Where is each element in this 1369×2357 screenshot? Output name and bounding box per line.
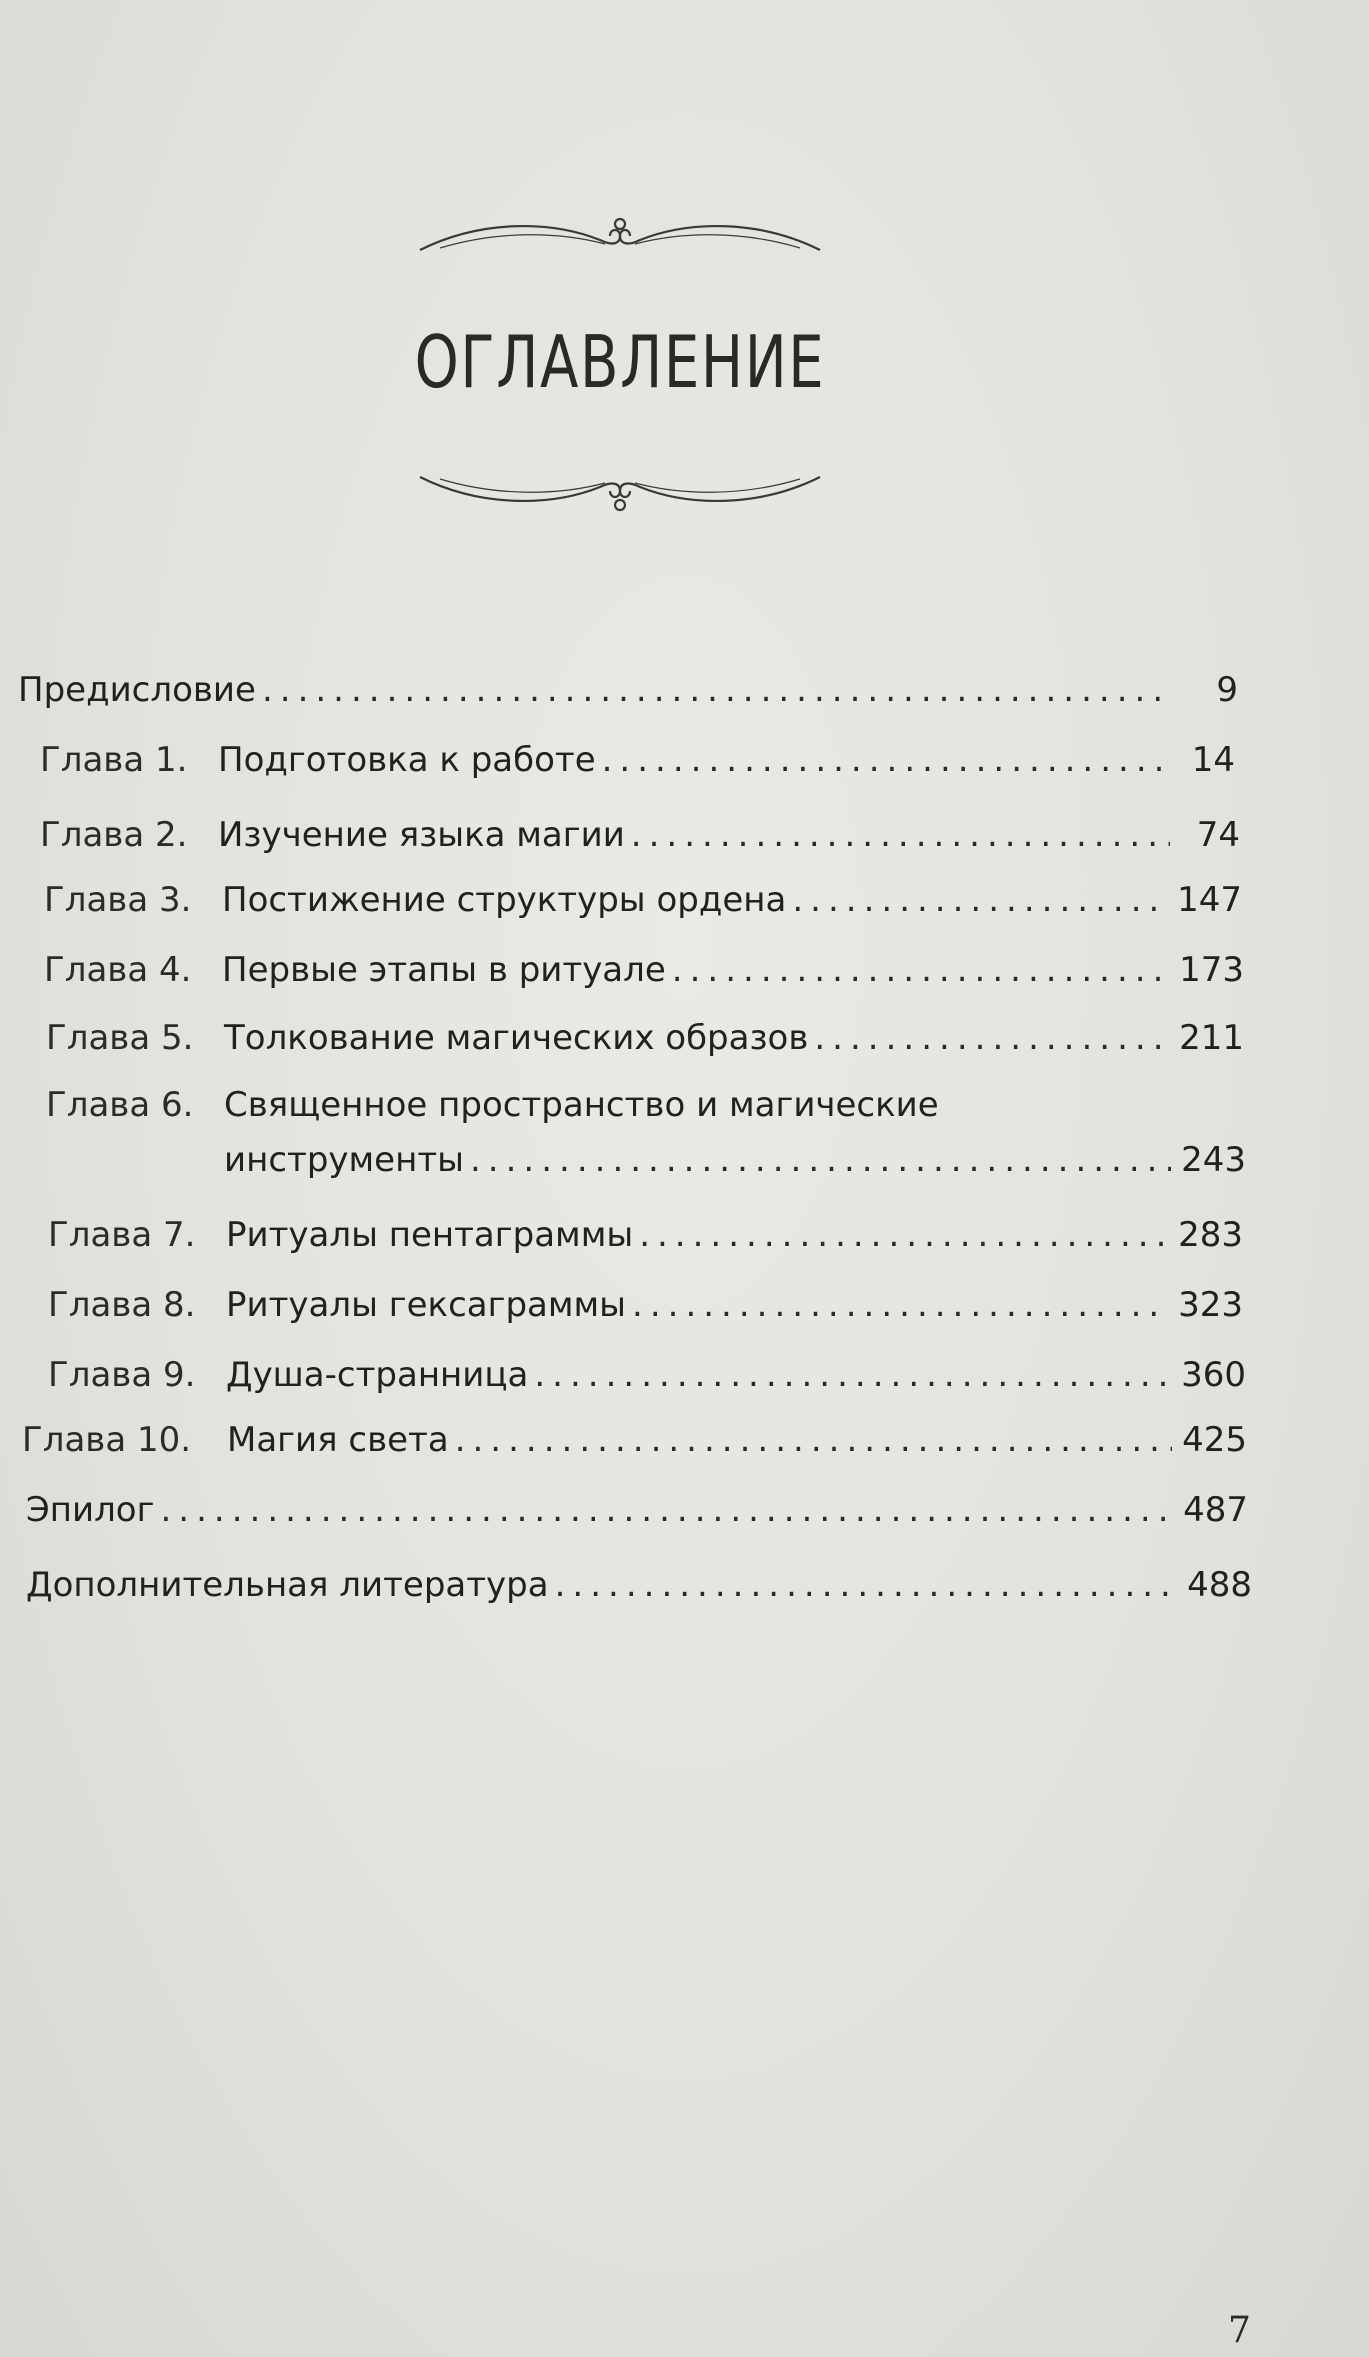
toc-entry-title: Первые этапы в ритуале bbox=[222, 950, 666, 990]
toc-entry-page: 211 bbox=[1179, 1018, 1244, 1058]
page-title: ОГЛАВЛЕНИЕ bbox=[414, 320, 826, 404]
toc-leader-dots bbox=[672, 950, 1169, 990]
toc-leader-dots bbox=[632, 1285, 1168, 1325]
toc-chapter-number: Глава 7. bbox=[48, 1215, 196, 1255]
toc-chapter-number: Глава 3. bbox=[44, 880, 192, 920]
toc-entry-title: Ритуалы пентаграммы bbox=[226, 1215, 634, 1255]
toc-entry-page: 9 bbox=[1216, 670, 1238, 710]
toc-entry[interactable] bbox=[44, 950, 1244, 990]
toc-entry-page: 14 bbox=[1191, 740, 1235, 780]
toc-entry[interactable] bbox=[48, 1355, 1246, 1395]
toc-chapter-number: Глава 8. bbox=[48, 1285, 196, 1325]
toc-entry[interactable] bbox=[44, 880, 1242, 920]
toc-entry-page: 323 bbox=[1178, 1285, 1243, 1325]
toc-entry-title-line1: Священное пространство и магические bbox=[224, 1085, 939, 1125]
toc-entry[interactable] bbox=[48, 1215, 1243, 1255]
toc-entry-page: 488 bbox=[1187, 1565, 1252, 1605]
toc-entry[interactable] bbox=[40, 815, 1240, 855]
toc-entry-page: 147 bbox=[1177, 880, 1242, 920]
page-number: 7 bbox=[1228, 2310, 1251, 2351]
toc-entry[interactable] bbox=[224, 1140, 1246, 1180]
toc-entry-page: 487 bbox=[1183, 1490, 1248, 1530]
toc-entry-page: 74 bbox=[1196, 815, 1240, 855]
toc-entry-title: Магия света bbox=[227, 1420, 449, 1460]
toc-leader-dots bbox=[631, 815, 1170, 855]
toc-entry-title: Дополнительная литература bbox=[26, 1565, 549, 1605]
ornament-top-icon bbox=[400, 200, 840, 270]
toc-entry-title: Постижение структуры ордена bbox=[222, 880, 787, 920]
toc-leader-dots bbox=[602, 740, 1165, 780]
toc-chapter-number: Глава 5. bbox=[46, 1018, 194, 1058]
toc-entry-title: инструменты bbox=[224, 1140, 464, 1180]
toc-entry-title: Ритуалы гексаграммы bbox=[226, 1285, 627, 1325]
toc-chapter-number: Глава 2. bbox=[40, 815, 188, 855]
toc-leader-dots bbox=[470, 1140, 1171, 1180]
toc-entry-page: 243 bbox=[1181, 1140, 1246, 1180]
toc-entry[interactable] bbox=[46, 1018, 1244, 1058]
toc-chapter-number: Глава 6. bbox=[46, 1085, 194, 1125]
toc-entry-title: Толкование магических образов bbox=[224, 1018, 809, 1058]
ornament-bottom-icon bbox=[400, 455, 840, 525]
toc-leader-dots bbox=[814, 1018, 1169, 1058]
toc-chapter-number: Глава 9. bbox=[48, 1355, 196, 1395]
toc-entry[interactable] bbox=[40, 740, 1235, 780]
toc-leader-dots bbox=[262, 670, 1168, 710]
toc-entry-title: Предисловие bbox=[18, 670, 256, 710]
toc-entry-page: 283 bbox=[1178, 1215, 1243, 1255]
toc-entry-title: Подготовка к работе bbox=[218, 740, 596, 780]
toc-entry[interactable] bbox=[48, 1285, 1243, 1325]
toc-entry-title: Душа-странница bbox=[226, 1355, 529, 1395]
toc-entry-first-line[interactable] bbox=[46, 1085, 939, 1125]
toc-chapter-number: Глава 10. bbox=[22, 1420, 192, 1460]
toc-entry-title: Эпилог bbox=[26, 1490, 155, 1530]
toc-entry-page: 425 bbox=[1182, 1420, 1247, 1460]
toc-leader-dots bbox=[534, 1355, 1171, 1395]
toc-entry-page: 173 bbox=[1179, 950, 1244, 990]
toc-entry-title: Изучение языка магии bbox=[218, 815, 625, 855]
toc-leader-dots bbox=[160, 1490, 1173, 1530]
toc-entry[interactable] bbox=[26, 1565, 1252, 1605]
toc-chapter-number: Глава 4. bbox=[44, 950, 192, 990]
toc-leader-dots bbox=[639, 1215, 1168, 1255]
toc-entry[interactable] bbox=[18, 670, 1238, 710]
toc-leader-dots bbox=[455, 1420, 1172, 1460]
toc-leader-dots bbox=[792, 880, 1167, 920]
toc-chapter-number: Глава 1. bbox=[40, 740, 188, 780]
toc-leader-dots bbox=[555, 1565, 1178, 1605]
toc-entry[interactable] bbox=[26, 1490, 1248, 1530]
toc-entry-page: 360 bbox=[1181, 1355, 1246, 1395]
toc-entry[interactable] bbox=[22, 1420, 1247, 1460]
